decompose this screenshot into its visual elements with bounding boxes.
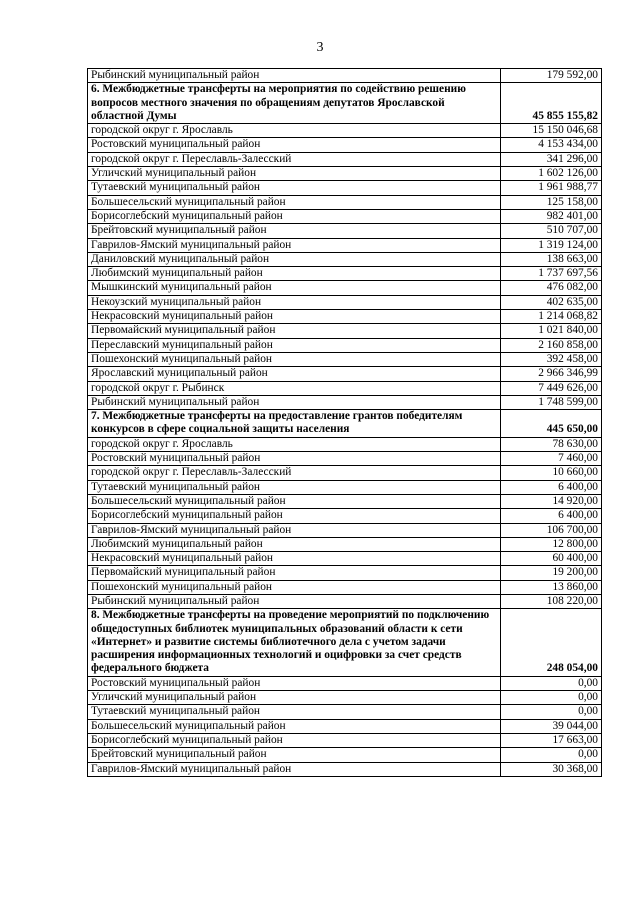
amount: 106 700,00 [501, 523, 602, 537]
municipality-name: Угличский муниципальный район [88, 167, 501, 181]
amount: 78 630,00 [501, 437, 602, 451]
municipality-name: Пошехонский муниципальный район [88, 352, 501, 366]
table-row [88, 152, 602, 166]
municipality-name: Рыбинский муниципальный район [88, 69, 501, 83]
municipality-name: Мышкинский муниципальный район [88, 281, 501, 295]
table-row [88, 676, 602, 690]
municipality-name: Рыбинский муниципальный район [88, 395, 501, 409]
municipality-name: городской округ г. Ярославль [88, 124, 501, 138]
municipality-name: Большесельский муниципальный район [88, 494, 501, 508]
table-row [88, 748, 602, 762]
amount: 2 966 346,99 [501, 367, 602, 381]
table-row [88, 552, 602, 566]
municipality-name: Рыбинский муниципальный район [88, 594, 501, 608]
table-row [88, 537, 602, 551]
table-row [88, 281, 602, 295]
municipality-name: Некоузский муниципальный район [88, 295, 501, 309]
table-row [88, 437, 602, 451]
municipality-name: Любимский муниципальный район [88, 537, 501, 551]
municipality-name: городской округ г. Ярославль [88, 437, 501, 451]
municipality-name: Любимский муниципальный район [88, 267, 501, 281]
amount: 1 748 599,00 [501, 395, 602, 409]
municipality-name: Гаврилов-Ямский муниципальный район [88, 238, 501, 252]
section-total: 248 054,00 [501, 609, 602, 676]
amount: 17 663,00 [501, 733, 602, 747]
municipality-name: Ростовский муниципальный район [88, 138, 501, 152]
municipality-name: Большесельский муниципальный район [88, 195, 501, 209]
table-row [88, 395, 602, 409]
table-row [88, 238, 602, 252]
municipality-name: Тутаевский муниципальный район [88, 480, 501, 494]
table-row [88, 167, 602, 181]
amount: 1 319 124,00 [501, 238, 602, 252]
amount: 15 150 046,68 [501, 124, 602, 138]
amount: 0,00 [501, 705, 602, 719]
table-row [88, 367, 602, 381]
amount: 392 458,00 [501, 352, 602, 366]
section-title: 8. Межбюджетные трансферты на проведение мероприятий по подключению общедоступных библиотек муниципальных образований области к сети «Интернет» и развитие системы библиотечного дела с учетом задачи расширения информационных технологий и оцифровки за счет средств федерального бюджета [88, 609, 501, 676]
table-row [88, 452, 602, 466]
municipality-name: Даниловский муниципальный район [88, 252, 501, 266]
table-row [88, 310, 602, 324]
table-row [88, 691, 602, 705]
amount: 2 160 858,00 [501, 338, 602, 352]
section-title: 7. Межбюджетные трансферты на предоставление грантов победителям конкурсов в сфере социальной защиты населения [88, 410, 501, 438]
amount: 1 737 697,56 [501, 267, 602, 281]
municipality-name: Борисоглебский муниципальный район [88, 209, 501, 223]
municipality-name: Борисоглебский муниципальный район [88, 509, 501, 523]
amount: 10 660,00 [501, 466, 602, 480]
amount: 6 400,00 [501, 509, 602, 523]
table-row [88, 705, 602, 719]
municipality-name: Первомайский муниципальный район [88, 324, 501, 338]
amount: 39 044,00 [501, 719, 602, 733]
municipality-name: Тутаевский муниципальный район [88, 181, 501, 195]
municipality-name: Борисоглебский муниципальный район [88, 733, 501, 747]
amount: 4 153 434,00 [501, 138, 602, 152]
amount: 108 220,00 [501, 594, 602, 608]
section-total: 45 855 155,82 [501, 83, 602, 124]
amount: 1 961 988,77 [501, 181, 602, 195]
amount: 7 449 626,00 [501, 381, 602, 395]
table-row [88, 566, 602, 580]
table-row [88, 466, 602, 480]
section-total: 445 650,00 [501, 410, 602, 438]
municipality-name: Ростовский муниципальный район [88, 452, 501, 466]
table-row [88, 494, 602, 508]
table-row [88, 195, 602, 209]
table-row [88, 252, 602, 266]
amount: 1 602 126,00 [501, 167, 602, 181]
table-row [88, 352, 602, 366]
table-row [88, 295, 602, 309]
municipality-name: Гаврилов-Ямский муниципальный район [88, 762, 501, 776]
municipality-name: городской округ г. Переславль-Залесский [88, 466, 501, 480]
table-row [88, 267, 602, 281]
transfers-table [87, 68, 602, 777]
municipality-name: Брейтовский муниципальный район [88, 748, 501, 762]
amount: 1 021 840,00 [501, 324, 602, 338]
municipality-name: городской округ г. Рыбинск [88, 381, 501, 395]
amount: 30 368,00 [501, 762, 602, 776]
table-row [88, 381, 602, 395]
table-row [88, 124, 602, 138]
municipality-name: Ярославский муниципальный район [88, 367, 501, 381]
municipality-name: Переславский муниципальный район [88, 338, 501, 352]
amount: 13 860,00 [501, 580, 602, 594]
section-header-row [88, 83, 602, 124]
table-row [88, 69, 602, 83]
amount: 0,00 [501, 676, 602, 690]
amount: 0,00 [501, 691, 602, 705]
amount: 7 460,00 [501, 452, 602, 466]
amount: 1 214 068,82 [501, 310, 602, 324]
municipality-name: Некрасовский муниципальный район [88, 552, 501, 566]
municipality-name: Гаврилов-Ямский муниципальный район [88, 523, 501, 537]
table-row [88, 719, 602, 733]
municipality-name: Ростовский муниципальный район [88, 676, 501, 690]
municipality-name: Большесельский муниципальный район [88, 719, 501, 733]
amount: 341 296,00 [501, 152, 602, 166]
municipality-name: Пошехонский муниципальный район [88, 580, 501, 594]
amount: 12 800,00 [501, 537, 602, 551]
table-row [88, 480, 602, 494]
municipality-name: Угличский муниципальный район [88, 691, 501, 705]
table-row [88, 523, 602, 537]
table-row [88, 733, 602, 747]
municipality-name: городской округ г. Переславль-Залесский [88, 152, 501, 166]
table-row [88, 181, 602, 195]
municipality-name: Первомайский муниципальный район [88, 566, 501, 580]
table-row [88, 509, 602, 523]
amount: 510 707,00 [501, 224, 602, 238]
amount: 125 158,00 [501, 195, 602, 209]
section-header-row [88, 609, 602, 676]
table-row [88, 594, 602, 608]
municipality-name: Тутаевский муниципальный район [88, 705, 501, 719]
table-row [88, 209, 602, 223]
amount: 982 401,00 [501, 209, 602, 223]
amount: 6 400,00 [501, 480, 602, 494]
amount: 179 592,00 [501, 69, 602, 83]
table-row [88, 138, 602, 152]
amount: 138 663,00 [501, 252, 602, 266]
page-number: 3 [316, 40, 324, 55]
section-header-row [88, 410, 602, 438]
table-row [88, 324, 602, 338]
table-row [88, 762, 602, 776]
amount: 19 200,00 [501, 566, 602, 580]
transfers-table-body [88, 69, 602, 777]
amount: 0,00 [501, 748, 602, 762]
amount: 402 635,00 [501, 295, 602, 309]
section-title: 6. Межбюджетные трансферты на мероприятия по содействию решению вопросов местного значения по обращениям депутатов Ярославской областной Думы [88, 83, 501, 124]
amount: 476 082,00 [501, 281, 602, 295]
municipality-name: Брейтовский муниципальный район [88, 224, 501, 238]
table-row [88, 224, 602, 238]
municipality-name: Некрасовский муниципальный район [88, 310, 501, 324]
table-row [88, 580, 602, 594]
table-row [88, 338, 602, 352]
amount: 14 920,00 [501, 494, 602, 508]
amount: 60 400,00 [501, 552, 602, 566]
